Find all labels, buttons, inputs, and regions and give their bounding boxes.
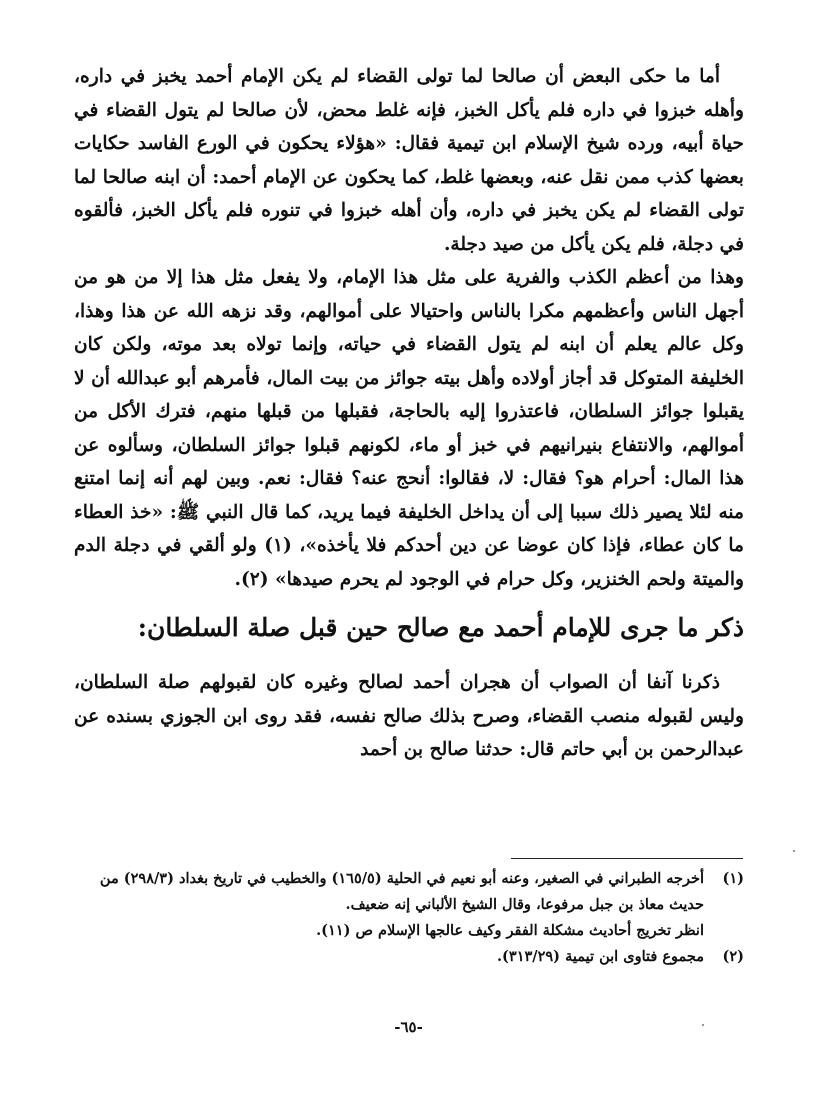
paragraph-1: أما ما حكى البعض أن صالحا لما تولى القضاء لم يكن الإمام أحمد يخبز في داره، وأهله خبزوا في داره فلم يأكل الخبز، فإنه غلط محض، لأن صالحا لم يتول القضاء في حياة أبيه، ورده شيخ الإسلام ابن تيمية فقال: «هؤلاء يحكون في الورع الفاسد حكايات بعضها كذب ممن نقل عنه، وبعضها غلط، كما يحكون عن الإمام أحمد: أن ابنه صالحا لما تولى القضاء لم يكن يخبز في داره، وأن أهله خبزوا في تنوره فلم يأكل الخبز، فألقوه في دجلة، فلم يكن يأكل من صيد دجلة. (74, 66, 744, 255)
scan-speck (702, 1024, 704, 1026)
main-text (74, 60, 744, 596)
paragraph-2: وهذا من أعظم الكذب والفرية على مثل هذا الإمام، ولا يفعل مثل هذا إلا من هو من أجهل الناس وأعظمهم مكرا بالناس واحتيالا على أموالهم، وقد نزهه الله عن هذا وهذا، وكل عالم يعلم أن ابنه لم يتول القضاء في حياته، وإنما تولاه بعد موته، ولكن كان الخليفة المتوكل قد أجاز أولاده وأهل بيته جوائز من بيت المال، فأمرهم أبو عبدالله أن لا يقبلوا جوائز السلطان، فاعتذروا إليه بالحاجة، فقبلها من قبلها منهم، فترك الأكل من أموالهم، والانتفاع بنيرانيهم في خبز أو ماء، لكونهم قبلوا جوائز السلطان، وسألوه عن هذا المال: أحرام هو؟ فقال: لا، فقالوا: أنحج عنه؟ فقال: نعم. وبين لهم أنه إنما امتنع منه لئلا يصير ذلك سببا إلى أن يداخل الخليفة فيما يريد، كما قال النبي ﷺ: «خذ العطاء ما كان عطاء، فإذا كان عوضا عن دين أحدكم فلا يأخذه»، (١) ولو ألقي في دجلة الدم والميتة ولحم الخنزير، وكل حرام في الوجود لم يحرم صيدها» (٢). (74, 267, 744, 590)
paragraph-3: ذكرنا آنفا أن الصواب أن هجران أحمد لصالح وغيره كان لقبولهم صلة السلطان، وليس لقبوله منصب القضاء، وصرح بذلك صالح نفسه، فقد روى ابن الجوزي بسنده عن عبدالرحمن بن أبي حاتم قال: حدثنا صالح بن أحمد (74, 672, 744, 760)
footnote-1-number: (١) (722, 870, 744, 887)
footnote-2 (84, 944, 744, 970)
footnote-1-text: أخرجه الطبراني في الصغير، وعنه أبو نعيم في الحلية (١٦٥/٥) والخطيب في تاريخ بغداد (٢٩٨/٣) من حديث معاذ بن جبل مرفوعا، وقال الشيخ الألباني إنه ضعيف. (99, 870, 704, 913)
footnotes (84, 866, 744, 970)
section-heading: ذكر ما جرى للإمام أحمد مع صالح حين قبل صلة السلطان: (137, 613, 744, 642)
scan-speck (793, 850, 795, 852)
footnote-2-number: (٢) (722, 948, 744, 965)
footnote-1-continuation: انظر تخريج أحاديث مشكلة الفقر وكيف عالجها الإسلام ص (١١). (316, 922, 704, 939)
footnote-separator (511, 858, 743, 859)
section-2-text (74, 666, 744, 767)
page-content (74, 60, 744, 767)
footnote-1 (84, 866, 744, 918)
page-number: -٦٥- (394, 1018, 423, 1036)
footnote-2-text: مجموع فتاوى ابن تيمية (٣١٣/٢٩). (497, 948, 704, 965)
